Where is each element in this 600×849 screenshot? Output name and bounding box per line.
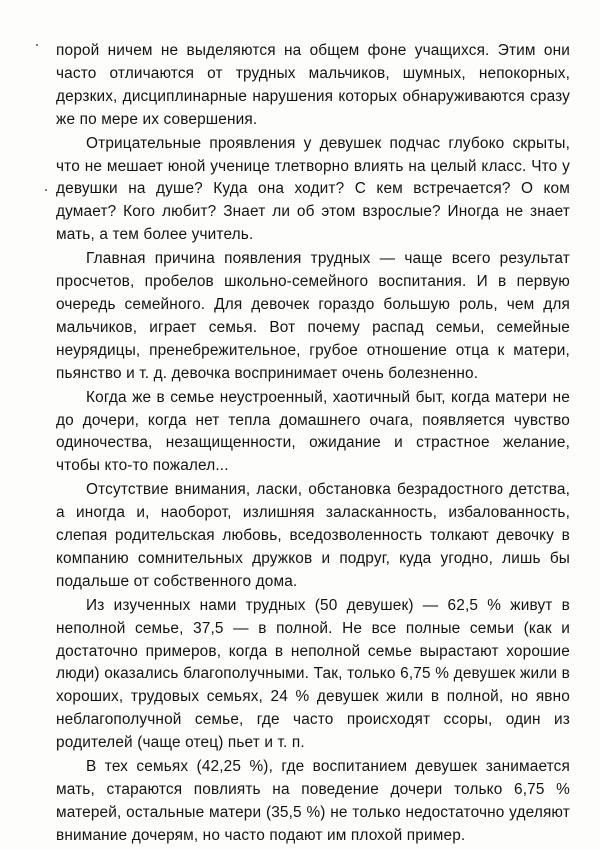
paragraph-2: Отрицательные проявления у девушек подчас глубоко скрыты, что не мешает юной ученице тлетворно влиять на целый класс. Что у девушки на душе? Куда она ходит? С кем встречается? О ком думает? Кого любит? Знает ли об этом взрослые? Иногда не знает мать, а тем более учитель. (56, 134, 570, 244)
body-text (56, 40, 570, 849)
scan-speck (36, 44, 38, 46)
paragraph-5: Отсутствие внимания, ласки, обстановка безрадостного детства, а иногда и, наоборот, излишняя заласканность, избалованность, слепая родительская любовь, вседозволенность толкают девочку в компанию сомнительных дружков и подруг, куда угодно, лишь бы подальше от собственного дома. (56, 481, 570, 590)
paragraph-7: В тех семьях (42,25 %), где воспитанием девушек занимается мать, стараются повлиять на поведение дочери только 6,75 % матерей, остальные матери (35,5 %) не только недостаточно уделяют внимание дочерям, но часто подают им плохой пример. (56, 758, 570, 844)
paragraph-6: Из изученных нами трудных (50 девушек) — 62,5 % живут в неполной семье, 37,5 — в полной. Не все полные семьи (как и достаточно примеров, когда в неполной семье вырастают хорошие люди) оказались благополучными. Так, только 6,75 % девушек жили в хороших, трудовых семьях, 24 % девушек жили в полной, но явно неблагополучной семье, где часто происходят ссоры, один из родителей (чаще отец) пьет и т. п. (56, 596, 570, 752)
paragraph-4: Когда же в семье неустроенный, хаотичный быт, когда матери не до дочери, когда нет тепла домашнего очага, появляется чувство одиночества, незащищенности, ожидание и страстное желание, чтобы кто-то пожалел... (56, 388, 570, 475)
scan-speck (45, 189, 47, 191)
paragraph-3: Главная причина появления трудных — чаще всего результат просчетов, пробелов школьно-семейного воспитания. И в первую очередь семейного. Для девочек гораздо большую роль, чем для мальчиков, играет семья. Вот почему распад семьи, семейные неурядицы, пренебрежительное, грубое отношение отца к матери, пьянство и т. д. девочка воспринимает очень болезненно. (56, 250, 570, 382)
paragraph-1: порой ничем не выделяются на общем фоне учащихся. Этим они часто отличаются от трудных мальчиков, шумных, непокорных, дерзких, дисциплинарные нарушения которых обнаруживаются сразу же по мере их совершения. (56, 42, 570, 128)
